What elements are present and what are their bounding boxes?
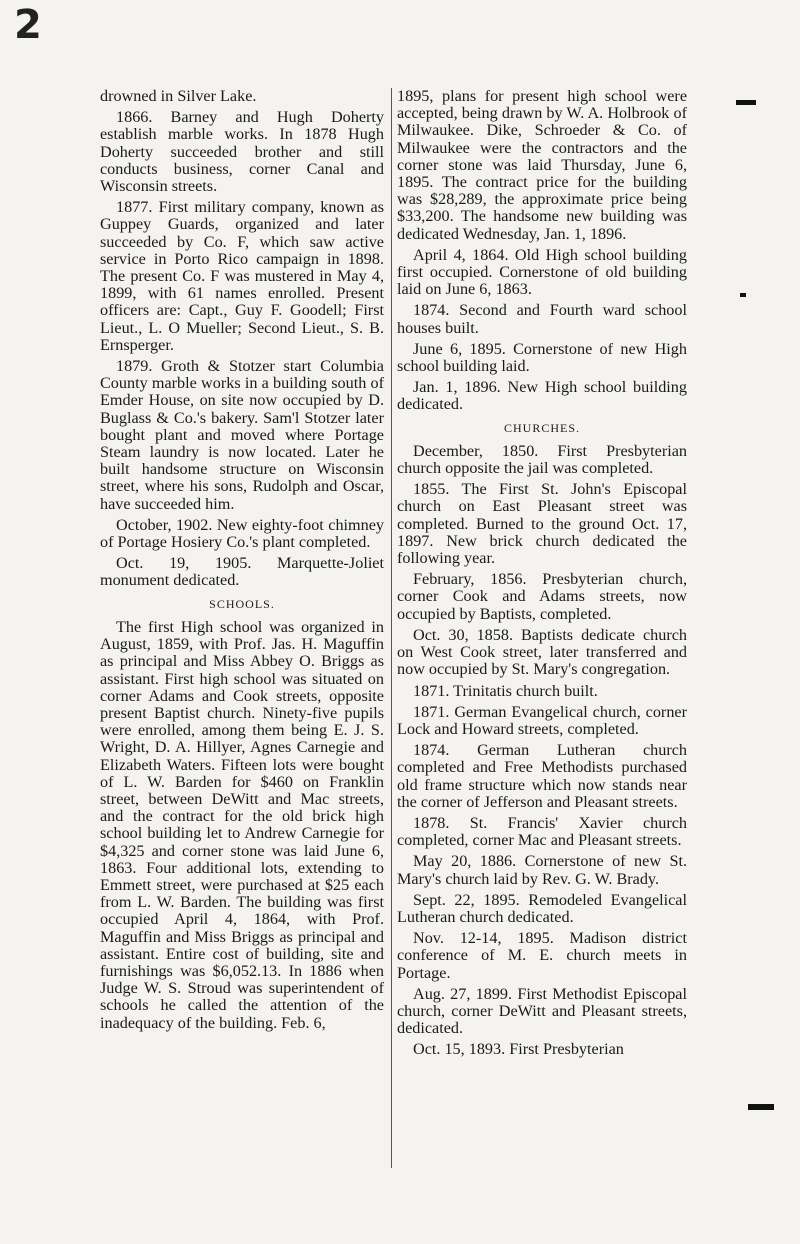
paragraph: February, 1856. Presbyterian church, corner Cook and Adams streets, now occupied by Baptists, completed. xyxy=(397,570,687,623)
column-divider xyxy=(391,88,392,1168)
section-heading: SCHOOLS. xyxy=(209,596,275,611)
paragraph: Oct. 30, 1858. Baptists dedicate church on West Cook street, later transferred and now occupied by St. Mary's congregation. xyxy=(397,625,687,679)
paragraph: 1866. Barney and Hugh Doherty establish marble works. In 1878 Hugh Doherty succeeded brother and still conducts business, corner Canal and Wisconsin streets. xyxy=(100,108,384,196)
left-column xyxy=(100,88,384,1036)
paragraph: 1874. German Lutheran church completed and Free Methodists purchased old frame structure which now stands near the corner of Jefferson and Pleasant streets. xyxy=(397,741,687,811)
paragraph: Aug. 27, 1899. First Methodist Episcopal church, corner DeWitt and Pleasant streets, dedicated. xyxy=(397,984,687,1038)
paragraph: 1871. Trinitatis church built. xyxy=(413,681,598,700)
paragraph: 1877. First military company, known as Guppey Guards, organized and later succeeded by Co. F, which saw active service in Porto Rico campaign in 1898. The present Co. F was mustered in May 4, 1899, with 61 names enrolled. Present officers are: Capt., Guy F. Goodell; First Lieut., L. O Mueller; Second Lieut., S. B. Ernsperger. xyxy=(100,198,384,354)
paragraph: October, 1902. New eighty-foot chimney of Portage Hosiery Co.'s plant completed. xyxy=(100,515,384,552)
paragraph: Jan. 1, 1896. New High school building dedicated. xyxy=(397,378,687,414)
paragraph: 1879. Groth & Stotzer start Columbia County marble works in a building south of Emder House, on site now occupied by D. Buglass & Co.'s bakery. Sam'l Stotzer later bought plant and moved where Portage Steam laundry is now located. Later he built handsome structure on Wisconsin street, where his sons, Rudolph and Oscar, have succeeded him. xyxy=(100,357,384,513)
paragraph: April 4, 1864. Old High school building first occupied. Cornerstone of old building laid on June 6, 1863. xyxy=(397,245,687,299)
paragraph: Oct. 19, 1905. Marquette-Joliet monument dedicated. xyxy=(100,554,384,590)
paragraph: 1871. German Evangelical church, corner Lock and Howard streets, completed. xyxy=(397,702,687,738)
paragraph: June 6, 1895. Cornerstone of new High school building laid. xyxy=(397,339,687,376)
paragraph: 1855. The First St. John's Episcopal church on East Pleasant street was completed. Burned to the ground Oct. 17, 1897. New brick church dedicated the following year. xyxy=(397,480,687,568)
paragraph: The first High school was organized in August, 1859, with Prof. Jas. H. Maguffin as principal and Miss Abbey O. Briggs as assistant. First high school was situated on corner Adams and Cook streets, opposite present Baptist church. Ninety-five pupils were enrolled, among them being E. J. S. Wright, D. A. Hillyer, Agnes Carnegie and Elizabeth Waters. Fifteen lots were bought of L. W. Barden for $460 on Franklin street, between DeWitt and Mac streets, and the contract for the old brick high school building let to Andrew Carnegie for $4,325 and corner stone was laid June 6, 1863. Four additional lots, extending to Emmett street, were purchased at $25 each from L. W. Barden. The building was first occupied April 4, 1864, with Prof. Maguffin and Miss Briggs as principal and assistant. Entire cost of building, site and furnishings was $6,052.13. In 1886 when Judge W. S. Stroud was superintendent of schools he called the attention of the inadequacy of the building. Feb. 6, xyxy=(100,617,384,1032)
paragraph: Oct. 15, 1893. First Presbyterian xyxy=(413,1040,624,1059)
right-column xyxy=(397,88,687,1063)
margin-mark xyxy=(748,1104,774,1110)
paragraph: Nov. 12-14, 1895. Madison district conference of M. E. church meets in Portage. xyxy=(397,929,687,982)
paragraph: drowned in Silver Lake. xyxy=(100,87,257,105)
paragraph: May 20, 1886. Cornerstone of new St. Mary's church laid by Rev. G. W. Brady. xyxy=(397,852,687,888)
paragraph: Sept. 22, 1895. Remodeled Evangelical Lutheran church dedicated. xyxy=(397,890,687,926)
paragraph: 1895, plans for present high school were accepted, being drawn by W. A. Holbrook of Milwaukee. Dike, Schroeder & Co. of Milwaukee were the contractors and the corner stone was laid Thursday, June 6, 1895. The contract price for the building was $28,289, the approximate price being $33,200. The handsome new building was dedicated Wednesday, Jan. 1, 1896. xyxy=(397,87,687,243)
section-heading: CHURCHES. xyxy=(503,420,580,435)
paragraph: 1878. St. Francis' Xavier church completed, corner Mac and Pleasant streets. xyxy=(397,813,687,850)
margin-mark xyxy=(740,293,746,297)
page-number: 2 xyxy=(14,2,42,48)
margin-mark xyxy=(736,100,756,105)
paragraph: December, 1850. First Presbyterian church opposite the jail was completed. xyxy=(397,441,687,478)
paragraph: 1874. Second and Fourth ward school houses built. xyxy=(397,301,687,337)
